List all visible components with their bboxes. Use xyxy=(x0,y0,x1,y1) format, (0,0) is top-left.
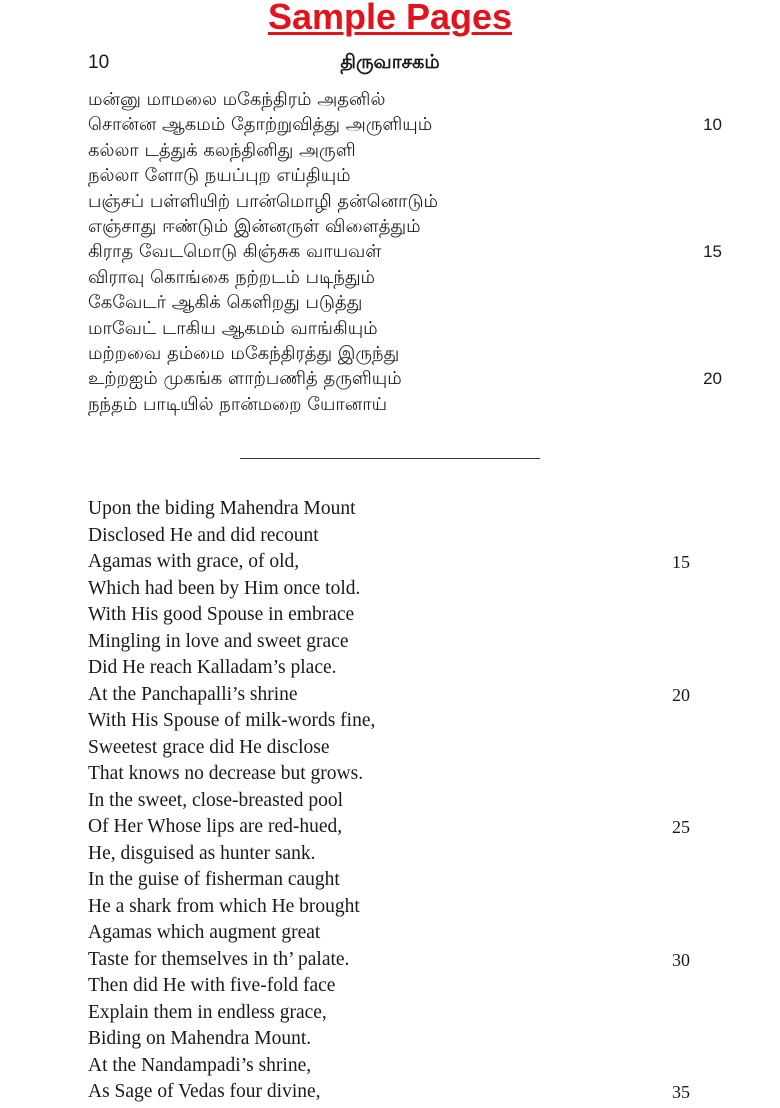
verse-line xyxy=(88,138,708,163)
verse-text: Explain them in endless grace, xyxy=(88,1001,327,1023)
line-number: 35 xyxy=(672,1082,690,1102)
verse-line xyxy=(88,841,708,868)
verse-line xyxy=(88,629,708,656)
verse-text: As Sage of Vedas four divine, xyxy=(88,1081,321,1102)
verse-line xyxy=(88,1053,708,1080)
verse-line xyxy=(88,214,708,239)
verse-line xyxy=(88,265,708,290)
verse-text: Which had been by Him once told. xyxy=(88,577,361,599)
verse-line xyxy=(88,708,708,735)
verse-text: Sweetest grace did He disclose xyxy=(88,736,330,758)
line-number: 25 xyxy=(672,817,690,837)
verse-line xyxy=(88,814,708,841)
verse-line xyxy=(88,735,708,762)
english-verse xyxy=(88,496,708,1106)
line-number: 20 xyxy=(672,684,690,705)
verse-text: எஞ்சாது ஈண்டும் இன்னருள் விளைத்தும் xyxy=(88,215,421,237)
verse-text: With His Spouse of milk-words fine, xyxy=(88,710,376,731)
verse-line xyxy=(88,290,708,315)
verse-text: Biding on Mahendra Mount. xyxy=(88,1028,312,1049)
verse-line xyxy=(88,549,708,576)
verse-line xyxy=(88,920,708,947)
verse-line xyxy=(88,366,722,391)
sample-pages-banner: Sample Pages xyxy=(267,0,513,37)
verse-text: He, disguised as hunter sank. xyxy=(88,842,316,864)
verse-text: Disclosed He and did recount xyxy=(88,524,319,546)
verse-text: That knows no decrease but grows. xyxy=(88,763,364,784)
page-title: திருவாசகம் xyxy=(340,52,440,73)
verse-text: நல்லா ளோடு நயப்புற எய்தியும் xyxy=(88,165,351,187)
verse-line xyxy=(88,894,708,921)
line-number: 15 xyxy=(672,552,690,572)
verse-line xyxy=(88,788,708,815)
verse-text: Taste for themselves in th’ palate. xyxy=(88,948,350,970)
verse-text: விராவு கொங்கை நற்றடம் படிந்தும் xyxy=(88,266,376,288)
line-number: 20 xyxy=(703,369,722,389)
verse-line xyxy=(88,973,708,1000)
line-number: 10 xyxy=(703,115,722,135)
verse-text: சொன்ன ஆகமம் தோற்றுவித்து அருளியும் xyxy=(88,114,433,136)
verse-line xyxy=(88,947,708,974)
divider xyxy=(240,458,540,459)
verse-text: Of Her Whose lips are red-hued, xyxy=(88,816,343,837)
verse-text: கிராத வேடமொடு கிஞ்சுக வாயவள் xyxy=(88,241,382,263)
verse-text: Agamas which augment great xyxy=(88,922,321,943)
verse-text: Mingling in love and sweet grace xyxy=(88,630,349,652)
verse-text: At the Nandampadi’s shrine, xyxy=(88,1054,312,1076)
verse-line xyxy=(88,496,708,523)
verse-text: At the Panchapalli’s shrine xyxy=(88,683,298,705)
verse-line xyxy=(88,1000,708,1027)
page-number: 10 xyxy=(88,52,110,73)
verse-line xyxy=(88,576,708,603)
verse-text: He a shark from which He brought xyxy=(88,895,360,917)
verse-line xyxy=(88,1026,708,1053)
verse-line xyxy=(88,655,708,682)
verse-line xyxy=(88,341,708,366)
verse-line xyxy=(88,523,708,550)
verse-text: நந்தம் பாடியில் நான்மறை யோனாய் xyxy=(88,393,388,415)
verse-line xyxy=(88,112,722,137)
verse-line xyxy=(88,1079,708,1106)
verse-text: Did He reach Kalladam’s place. xyxy=(88,657,337,678)
verse-text: மன்னு மாமலை மகேந்திரம் அதனில் xyxy=(88,89,386,110)
verse-line xyxy=(88,392,708,417)
verse-line xyxy=(88,761,708,788)
verse-text: Agamas with grace, of old, xyxy=(88,551,300,572)
verse-text: கேவேடர் ஆகிக் கெளிறது படுத்து xyxy=(88,292,363,314)
verse-line xyxy=(88,682,708,709)
verse-text: மற்றவை தம்மை மகேந்திரத்து இருந்து xyxy=(88,342,400,364)
verse-text: உற்றஐம் முகங்க ளாற்பணித் தருளியும் xyxy=(88,368,402,390)
verse-line xyxy=(88,163,708,188)
line-number: 15 xyxy=(703,242,722,262)
verse-text: With His good Spouse in embrace xyxy=(88,604,355,625)
verse-text: In the guise of fisherman caught xyxy=(88,869,340,890)
verse-line xyxy=(88,316,708,341)
tamil-verse xyxy=(88,87,722,417)
verse-line xyxy=(88,602,708,629)
verse-line xyxy=(88,867,708,894)
verse-text: Then did He with five-fold face xyxy=(88,975,336,996)
verse-line xyxy=(88,189,708,214)
line-number: 30 xyxy=(672,949,690,970)
verse-line xyxy=(88,239,722,264)
verse-line xyxy=(88,87,708,112)
verse-text: In the sweet, close-breasted pool xyxy=(88,789,344,811)
verse-text: Upon the biding Mahendra Mount xyxy=(88,498,356,519)
verse-text: கல்லா டத்துக் கலந்தினிது அருளி xyxy=(88,139,356,161)
verse-text: மாவேட் டாகிய ஆகமம் வாங்கியும் xyxy=(88,317,378,339)
verse-text: பஞ்சப் பள்ளியிற் பான்மொழி தன்னொடும் xyxy=(88,190,438,212)
